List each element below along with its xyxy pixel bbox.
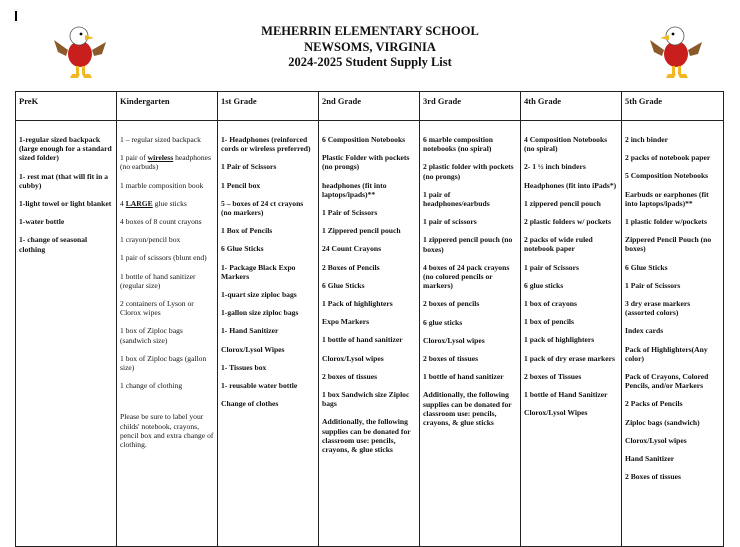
list-item: 1 box of pencils	[524, 317, 574, 327]
list-item: 1 marble composition book	[120, 180, 204, 190]
school-location: NEWSOMS, VIRGINIA	[304, 39, 436, 54]
column-header-grade2: 2nd Grade	[319, 92, 420, 121]
list-item: 1 zippered pencil pouch (no boxes)	[423, 235, 513, 254]
list-item: 2 inch binder	[625, 135, 669, 144]
list-item: 6 marble composition notebooks (no spiral)	[423, 135, 494, 154]
list-item: Change of clothes	[221, 399, 279, 409]
list-item: Additionally, the following supplies can be donated for classroom use: pencils, crayons, & glue sticks	[423, 390, 512, 428]
list-item: Clorox/Lysol wipes	[423, 335, 485, 345]
list-item: Plastic Folder with pockets (no prongs)	[322, 153, 410, 172]
list-item: Index cards	[625, 326, 664, 336]
list-item: 5 – boxes of 24 ct crayons (no markers)	[221, 198, 304, 218]
list-item: 2 Packs of Pencils	[625, 399, 683, 409]
text-cursor	[15, 11, 17, 21]
page-header	[0, 24, 740, 71]
list-item: 6 glue sticks	[524, 280, 564, 290]
list-item: 1- Package Black Expo Markers	[221, 262, 296, 281]
list-item: 1 zippered pencil pouch	[524, 198, 601, 208]
list-item: 1 Zippered pencil pouch	[322, 226, 401, 236]
grade5-list	[622, 121, 724, 547]
list-item: 1 pack of dry erase markers	[524, 353, 615, 363]
list-item: 1 pair of Scissors	[524, 262, 579, 272]
list-item: 1 change of clothing	[120, 381, 183, 391]
list-item: 6 Glue Sticks	[221, 244, 264, 254]
list-item: 1 bottle of Hand Sanitizer	[524, 390, 608, 400]
list-item: Additionally, the following supplies can be donated for classroom use: pencils, crayons, & glue sticks	[322, 417, 411, 455]
list-item: 1- rest mat (that will fit in a cubby)	[19, 171, 109, 190]
list-item: 1 Pair of Scissors	[322, 208, 378, 218]
list-item: 1 bottle of hand sanitizer	[322, 335, 403, 345]
list-item: 4 boxes of 8 count crayons	[120, 217, 202, 227]
list-item: 2 boxes of Tissues	[524, 371, 582, 381]
list-item: 1 box of Ziploc bags (gallon size)	[120, 353, 207, 373]
list-item: 1- Hand Sanitizer	[221, 326, 279, 336]
list-item: Ziploc bags (sandwich)	[625, 417, 700, 427]
list-item: 1 plastic folder w/pockets	[625, 217, 707, 227]
column-header-prek: PreK	[16, 92, 117, 121]
list-item: 1 Box of Pencils	[221, 226, 273, 236]
grade2-list	[319, 121, 420, 547]
list-item: 2 plastic folders w/ pockets	[524, 217, 611, 227]
list-item: 1-light towel or light blanket	[19, 199, 112, 209]
list-item: 6 Composition Notebooks	[322, 135, 406, 144]
list-item: 1 Pair of Scissors	[221, 162, 277, 172]
list-item: 2 containers of Lyson or Clorox wipes	[120, 299, 194, 318]
column-header-grade1: 1st Grade	[218, 92, 319, 121]
list-item: 1-water bottle	[19, 217, 65, 227]
list-item: 1 bottle of hand sanitizer (regular size)	[120, 271, 196, 290]
list-item: 2- 1 ½ inch binders	[524, 162, 586, 172]
list-item: 2 Boxes of Pencils	[322, 262, 380, 272]
list-item: 1 box of crayons	[524, 299, 577, 309]
list-item: 1 Pencil box	[221, 180, 261, 190]
list-item: 6 Glue Sticks	[625, 262, 668, 272]
list-item: Pack of Highlighters(Any color)	[625, 344, 708, 363]
table-body-row	[16, 121, 724, 547]
list-item: Clorox/Lysol Wipes	[524, 408, 588, 418]
list-item: 1- Tissues box	[221, 362, 267, 372]
list-item	[120, 199, 214, 208]
list-item: 1 Pack of highlighters	[322, 299, 393, 309]
school-name: MEHERRIN ELEMENTARY SCHOOL	[261, 24, 479, 38]
list-item: 1-gallon size ziploc bags	[221, 308, 299, 318]
list-item: 1-quart size ziploc bags	[221, 290, 297, 300]
list-item: headphones (fit into laptops/ipads)**	[322, 180, 387, 199]
list-item: 2 boxes of tissues	[322, 371, 378, 381]
list-item: Pack of Crayons, Colored Pencils, and/or Markers	[625, 372, 709, 391]
list-item: 1 crayon/pencil box	[120, 235, 181, 245]
list-item: 1 – regular sized backpack	[120, 135, 201, 144]
list-item: 6 glue sticks	[423, 317, 463, 327]
list-item: 2 packs of wide ruled notebook paper	[524, 235, 593, 254]
table-header-row	[16, 92, 724, 121]
list-item: 2 plastic folder with pockets (no prongs)	[423, 162, 514, 181]
list-item: Earbuds or earphones (fit into laptops/ipads)**	[625, 189, 709, 208]
list-item: 1 bottle of hand sanitizer	[423, 372, 504, 382]
list-item: Headphones (fit into iPads*)	[524, 180, 617, 190]
list-title: 2024-2025 Student Supply List	[288, 55, 452, 69]
list-item: 1- Headphones (reinforced cords or wireless preferred)	[221, 135, 311, 154]
list-item: 1- reusable water bottle	[221, 381, 298, 391]
grade1-list	[218, 121, 319, 547]
list-item: 4 Composition Notebooks (no spiral)	[524, 135, 608, 154]
list-item: 5 Composition Notebooks	[625, 171, 709, 181]
item-emphasis: wireless	[147, 153, 174, 163]
list-item	[120, 153, 214, 171]
list-item: 2 Boxes of tissues	[625, 472, 681, 482]
list-item: 1 pair of scissors	[423, 217, 477, 227]
item-text: 1 pair of	[120, 153, 148, 163]
supply-table	[15, 91, 724, 547]
list-item: Expo Markers	[322, 317, 370, 327]
list-item: 2 boxes of pencils	[423, 299, 480, 309]
item-text: 4	[120, 198, 126, 208]
list-item: 2 packs of notebook paper	[625, 153, 711, 163]
list-item: 1 Pair of Scissors	[625, 280, 681, 290]
column-header-grade4: 4th Grade	[521, 92, 622, 121]
list-item: 1 pack of highlighters	[524, 335, 595, 345]
list-item: Clorox/Lysol wipes	[625, 435, 687, 445]
column-header-kindergarten: Kindergarten	[117, 92, 218, 121]
column-header-grade5: 5th Grade	[622, 92, 724, 121]
list-item: Zippered Pencil Pouch (no boxes)	[625, 235, 712, 254]
grade4-list	[521, 121, 622, 547]
list-item: 2 boxes of tissues	[423, 354, 479, 364]
list-item: 3 dry erase markers (assorted colors)	[625, 299, 691, 318]
list-item: 1-regular sized backpack (large enough for a standard sized folder)	[19, 135, 112, 163]
item-text: glue sticks	[152, 198, 187, 208]
list-item: 1 box of Ziploc bags (sandwich size)	[120, 326, 183, 345]
list-item: Hand Sanitizer	[625, 454, 675, 464]
column-header-grade3: 3rd Grade	[420, 92, 521, 121]
item-text: headphones (no earbuds)	[120, 153, 211, 172]
list-item: 1 box Sandwich size Ziploc bags	[322, 390, 410, 409]
list-item: 1 pair of headphones/earbuds	[423, 189, 490, 209]
list-item: 1 pair of scissors (blunt end)	[120, 253, 207, 263]
list-item: 24 Count Crayons	[322, 244, 382, 254]
label-note: Please be sure to label your childs' notebook, crayons, pencil box and extra change of clothing.	[120, 412, 214, 450]
list-item: 4 boxes of 24 pack crayons (no colored pencils or markers)	[423, 262, 510, 291]
grade3-list	[420, 121, 521, 547]
list-item: 6 Glue Sticks	[322, 280, 365, 290]
prek-list	[16, 121, 117, 547]
kindergarten-list	[117, 121, 218, 547]
list-item: Clorox/Lysol Wipes	[221, 344, 285, 354]
list-item: Clorox/Lysol wipes	[322, 353, 384, 363]
item-emphasis: LARGE	[125, 198, 153, 208]
list-item: 1- change of seasonal clothing	[19, 235, 88, 254]
